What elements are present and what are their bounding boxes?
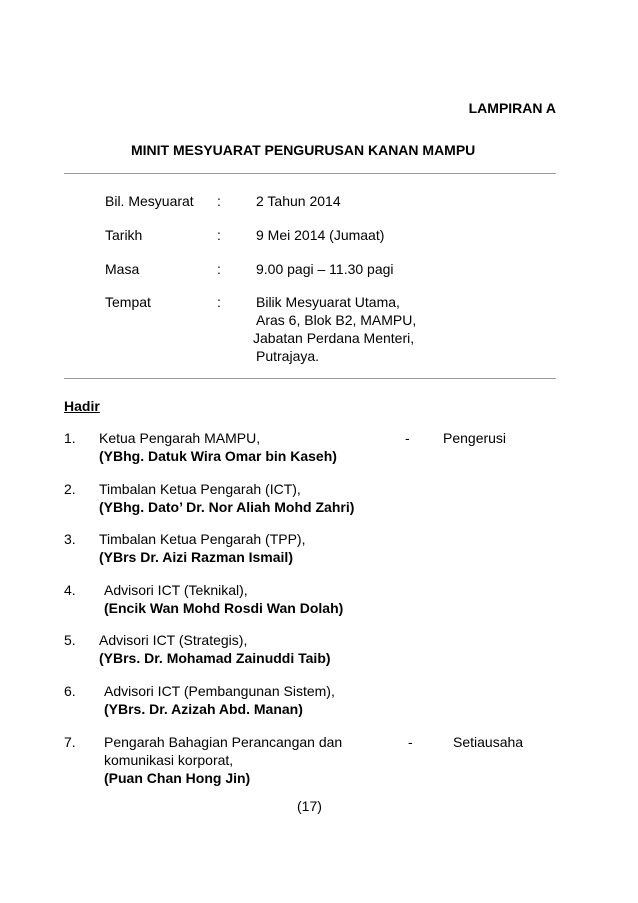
attendee-number: 4. — [64, 582, 76, 598]
attendee-name: (Puan Chan Hong Jin) — [104, 770, 251, 786]
info-sep: : — [217, 193, 221, 209]
page-number: (17) — [297, 798, 322, 814]
attendee-position: Advisori ICT (Teknikal), — [104, 582, 248, 598]
attendee-number: 1. — [64, 430, 76, 446]
info-value-tempat-line: Putrajaya. — [256, 348, 320, 364]
info-label-tarikh: Tarikh — [105, 227, 143, 243]
info-value-tempat-line: Bilik Mesyuarat Utama, — [256, 294, 400, 310]
document-title: MINIT MESYUARAT PENGURUSAN KANAN MAMPU — [131, 142, 476, 158]
info-label-tempat: Tempat — [105, 294, 151, 310]
attendee-number: 2. — [64, 481, 76, 497]
info-sep: : — [217, 227, 221, 243]
info-label-bil: Bil. Mesyuarat — [105, 193, 194, 209]
attendee-number: 3. — [64, 531, 76, 547]
attendee-position: Advisori ICT (Pembangunan Sistem), — [104, 683, 335, 699]
attendee-position: Pengarah Bahagian Perancangan dan — [104, 734, 343, 750]
info-value-tempat-line: Aras 6, Blok B2, MAMPU, — [256, 312, 417, 328]
info-value-tarikh: 9 Mei 2014 (Jumaat) — [256, 227, 385, 243]
attendance-heading: Hadir — [64, 398, 100, 414]
attendee-dash: - — [408, 734, 413, 750]
info-sep: : — [217, 261, 221, 277]
top-divider — [64, 173, 556, 174]
attendee-position: Advisori ICT (Strategis), — [99, 632, 248, 648]
info-value-bil: 2 Tahun 2014 — [256, 193, 341, 209]
attendee-name: (YBrs. Dr. Mohamad Zainuddi Taib) — [99, 650, 331, 666]
attendee-position: Ketua Pengarah MAMPU, — [99, 430, 261, 446]
attendee-number: 7. — [64, 734, 76, 750]
attendee-number: 6. — [64, 683, 76, 699]
attendee-position: Timbalan Ketua Pengarah (TPP), — [99, 531, 306, 547]
attendee-role: Pengerusi — [443, 430, 507, 446]
info-value-masa: 9.00 pagi – 11.30 pagi — [256, 261, 394, 277]
attendee-role: Setiausaha — [453, 734, 524, 750]
attendee-number: 5. — [64, 632, 76, 648]
attendee-name: (YBrs Dr. Aizi Razman Ismail) — [99, 549, 293, 565]
info-value-tempat-line: Jabatan Perdana Menteri, — [253, 330, 415, 346]
attendee-position: Timbalan Ketua Pengarah (ICT), — [99, 481, 301, 497]
attendee-position: komunikasi korporat, — [104, 752, 234, 768]
info-sep: : — [217, 294, 221, 310]
appendix-label: LAMPIRAN A — [468, 100, 556, 116]
attendee-dash: - — [405, 430, 410, 446]
attendee-name: (Encik Wan Mohd Rosdi Wan Dolah) — [104, 600, 344, 616]
bottom-divider — [64, 378, 556, 379]
attendee-name: (YBhg. Dato’ Dr. Nor Aliah Mohd Zahri) — [99, 499, 355, 515]
attendee-name: (YBhg. Datuk Wira Omar bin Kaseh) — [99, 448, 337, 464]
info-label-masa: Masa — [105, 261, 140, 277]
attendee-name: (YBrs. Dr. Azizah Abd. Manan) — [104, 701, 303, 717]
